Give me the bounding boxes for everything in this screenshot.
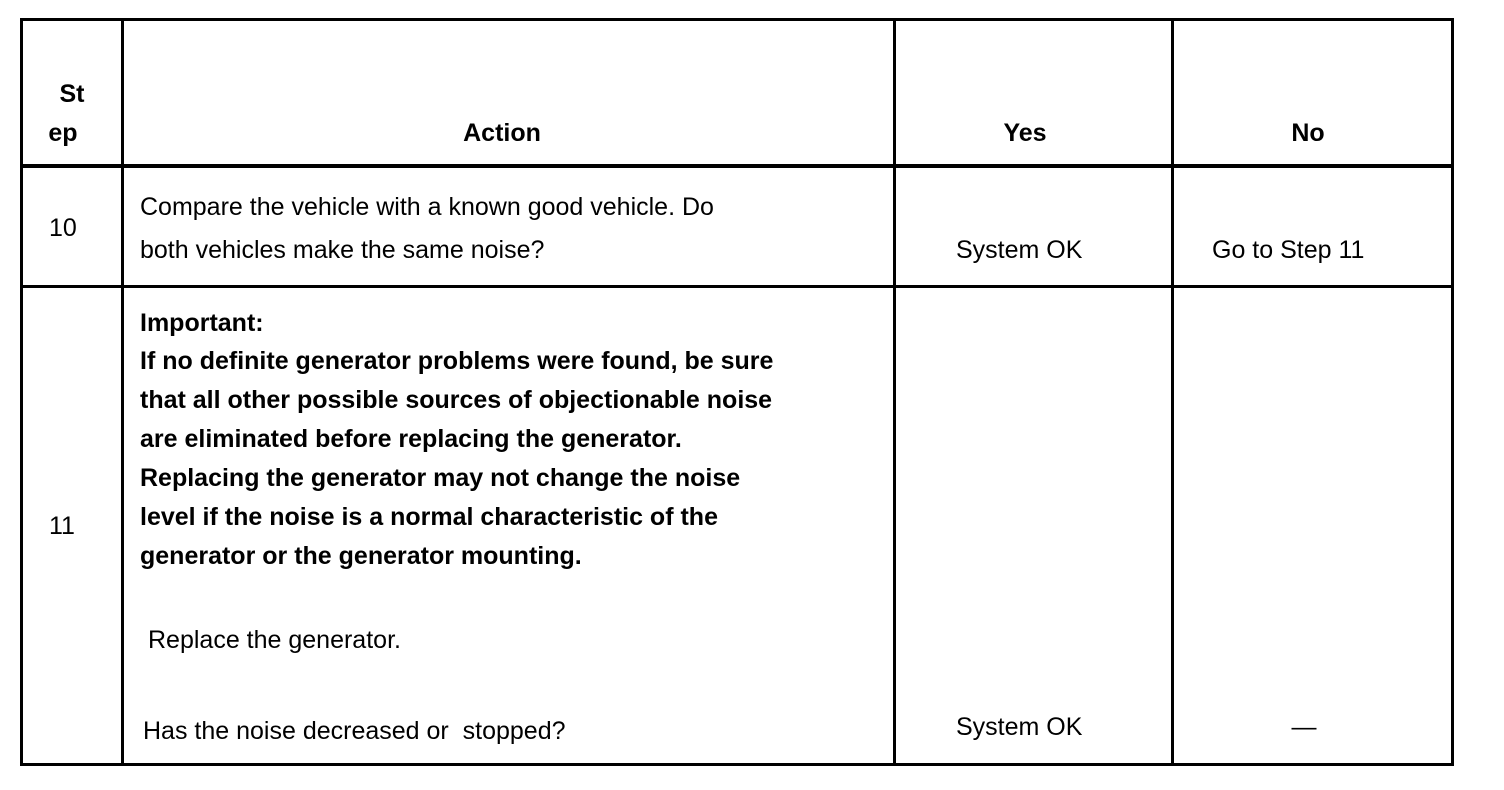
row-11-yes: System OK xyxy=(956,713,1083,741)
header-action: Action xyxy=(463,119,541,147)
table-top-border xyxy=(20,18,1454,21)
header-step-line1: St xyxy=(59,80,85,108)
header-yes: Yes xyxy=(1003,119,1047,147)
row-11-question: Has the noise decreased or stopped? xyxy=(143,717,566,745)
row-11-important-line5: level if the noise is a normal characteristic of the xyxy=(140,503,718,531)
row-11-important-line1: If no definite generator problems were found, be sure xyxy=(140,347,774,375)
row-11-important-label: Important: xyxy=(140,309,264,337)
row-10-action-line1: Compare the vehicle with a known good vehicle. Do xyxy=(140,193,714,221)
header-bottom-border xyxy=(20,164,1454,168)
table-right-border xyxy=(1451,18,1454,766)
row-11-important-line2: that all other possible sources of objectionable noise xyxy=(140,386,773,414)
diagnostic-table xyxy=(20,18,1454,766)
row-10-no: Go to Step 11 xyxy=(1212,236,1365,264)
row-10-yes: System OK xyxy=(956,236,1083,264)
header-no: No xyxy=(1291,119,1325,147)
header-step-line2: ep xyxy=(48,119,78,147)
row-11-instruction: Replace the generator. xyxy=(148,626,401,654)
row-11-important-line4: Replacing the generator may not change the noise xyxy=(140,464,741,492)
row-10-step: 10 xyxy=(49,214,77,242)
row-11-step: 11 xyxy=(49,512,75,540)
row-10-action-line2: both vehicles make the same noise? xyxy=(140,236,545,264)
row-10-bottom-border xyxy=(20,285,1454,288)
row-11-important-line3: are eliminated before replacing the generator. xyxy=(140,425,682,453)
row-11-important-line6: generator or the generator mounting. xyxy=(140,542,582,570)
table-bottom-border xyxy=(20,763,1454,766)
row-11-no: — xyxy=(1291,713,1317,741)
